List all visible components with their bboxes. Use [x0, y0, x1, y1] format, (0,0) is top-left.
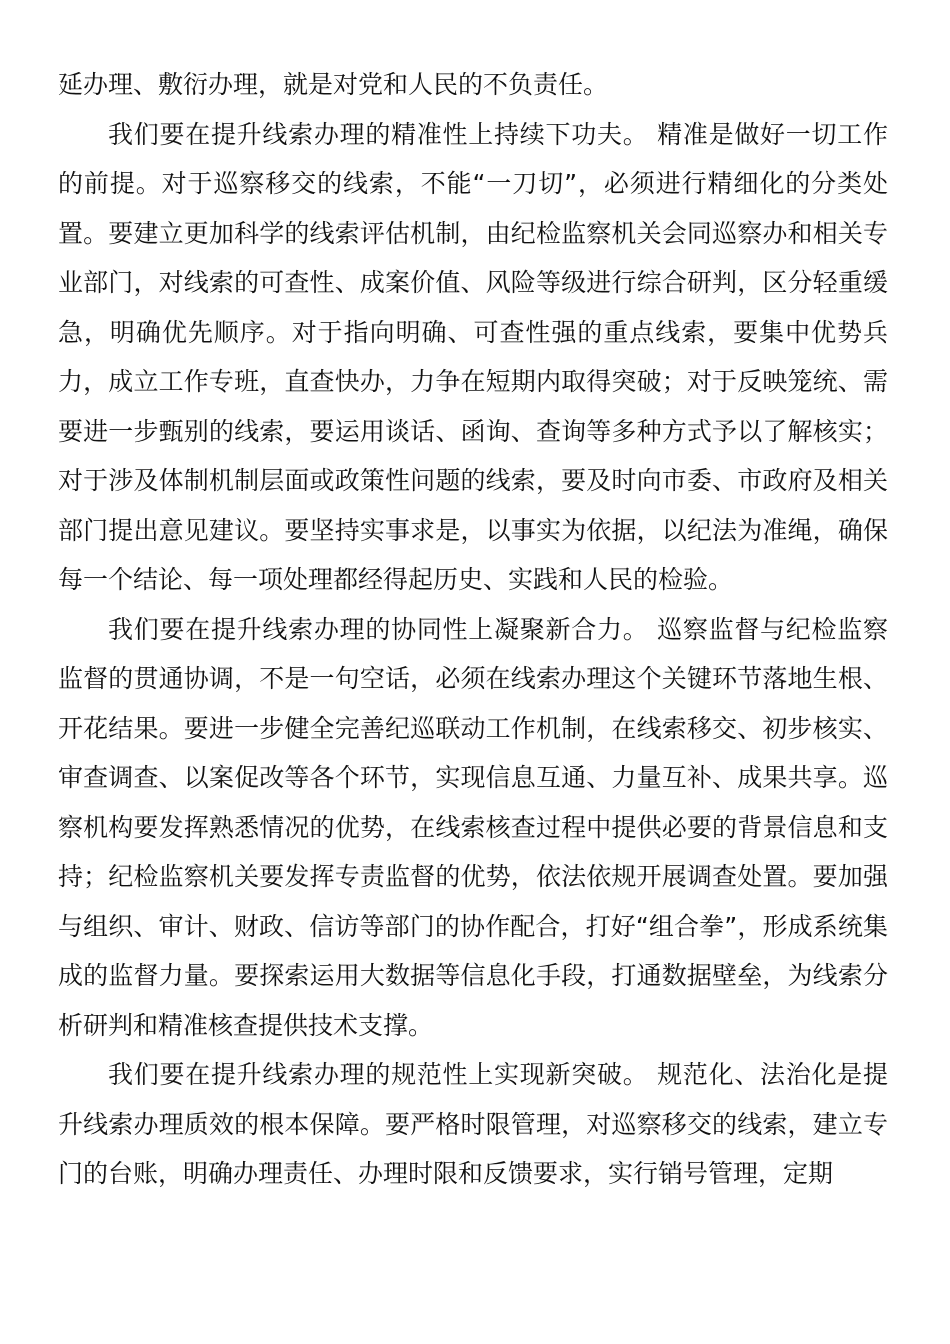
paragraph-2: 我们要在提升线索办理的精准性上持续下功夫。 精准是做好一切工作的前提。对于巡察移交的线索，不能“一刀切”，必须进行精细化的分类处置。要建立更加科学的线索评估机制，由纪检监察机关会同巡察办和相关专业部门，对线索的可查性、成案价值、风险等级进行综合研判，区分轻重缓急，明确优先顺序。对于指向明确、可查性强的重点线索，要集中优势兵力，成立工作专班，直查快办，力争在短期内取得突破；对于反映笼统、需要进一步甄别的线索，要运用谈话、函询、查询等多种方式予以了解核实；对于涉及体制机制层面或政策性问题的线索，要及时向市委、市政府及相关部门提出意见建议。要坚持实事求是，以事实为依据，以纪法为准绳，确保每一个结论、每一项处理都经得起历史、实践和人民的检验。 [58, 119, 888, 594]
paragraph-4: 我们要在提升线索办理的规范性上实现新突破。 规范化、法治化是提升线索办理质效的根本保障。要严格时限管理，对巡察移交的线索，建立专门的台账，明确办理责任、办理时限和反馈要求，实行销号管理，定期 [58, 1060, 888, 1188]
paragraph-1: 延办理、敷衍办理，就是对党和人民的不负责任。 [58, 70, 609, 99]
paragraph-3: 我们要在提升线索办理的协同性上凝聚新合力。 巡察监督与纪检监察监督的贯通协调，不是一句空话，必须在线索办理这个关键环节落地生根、开花结果。要进一步健全完善纪巡联动工作机制，在线索移交、初步核实、审查调查、以案促改等各个环节，实现信息互通、力量互补、成果共享。巡察机构要发挥熟悉情况的优势，在线索核查过程中提供必要的背景信息和支持；纪检监察机关要发挥专责监督的优势，依法依规开展调查处置。要加强与组织、审计、财政、信访等部门的协作配合，打好“组合拳”，形成系统集成的监督力量。要探索运用大数据等信息化手段，打通数据壁垒，为线索分析研判和精准核查提供技术支撑。 [58, 614, 888, 1040]
document-page [58, 60, 888, 1199]
